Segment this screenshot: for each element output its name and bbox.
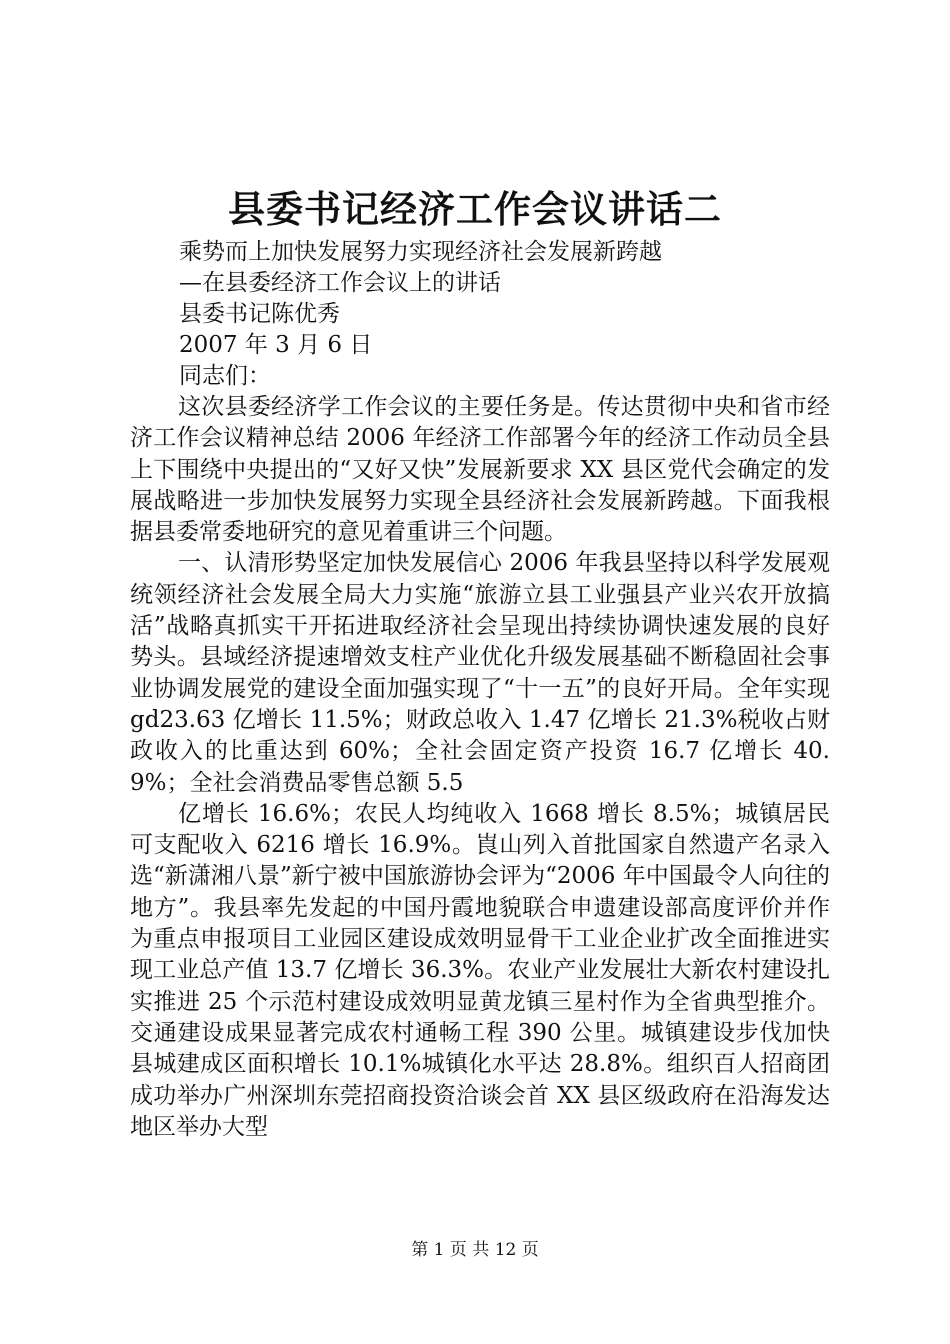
speaker-name: 县委书记陈优秀	[179, 301, 340, 327]
body-paragraph: 一、认清形势坚定加快发展信心 2006 年我县坚持以科学发展观统领经济社会发展全局大力实施“旅游立县工业强县产业兴农开放搞活”战略真抓实干开拓进取经济社会呈现出持续协调快速发展的良好势头。县域经济提速增效支柱产业优化升级发展基础不断稳固社会事业协调发展党的建设全面加强实现了“十一五”的良好开局。全年实现 gd23.63 亿增长 11.5%；财政总收入 1.47 亿增长 21.3%税收占财政收入的比重达到 60%；全社会固定资产投资 16.7 亿增长 40.9%；全社会消费品零售总额 5.5	[130, 550, 830, 796]
body-paragraph: 亿增长 16.6%；农民人均纯收入 1668 增长 8.5%；城镇居民可支配收入 6216 增长 16.9%。崀山列入首批国家自然遗产名录入选“新潇湘八景”新宁被中国旅游协会评为“2006 年中国最令人向往的地方”。我县率先发起的中国丹霞地貌联合申遗建设部高度评价并作为重点申报项目工业园区建设成效明显骨干工业企业扩改全面推进实现工业总产值 13.7 亿增长 36.3%。农业产业发展壮大新农村建设扎实推进 25 个示范村建设成效明显黄龙镇三星村作为全省典型推介。交通建设成果显著完成农村通畅工程 390 公里。城镇建设步伐加快县城建成区面积增长 10.1%城镇化水平达 28.8%。组织百人招商团成功举办广州深圳东莞招商投资洽谈会首 XX 县区级政府在沿海发达地区举办大型	[130, 800, 830, 1140]
body-paragraph: 这次县委经济学工作会议的主要任务是。传达贯彻中央和省市经济工作会议精神总结 2006 年经济工作部署今年的经济工作动员全县上下围绕中央提出的“又好又快”发展新要求 XX 县区党代会确定的发展战略进一步加快发展努力实现全县经济社会发展新跨越。下面我根据县委常委地研究的意见着重讲三个问题。	[130, 394, 830, 546]
speech-subtitle: 乘势而上加快发展努力实现经济社会发展新跨越	[179, 239, 662, 265]
page-number-footer: 第 1 页 共 12 页	[411, 1240, 539, 1260]
speech-date: 2007 年 3 月 6 日	[179, 332, 373, 358]
document-title: 县委书记经济工作会议讲话二	[228, 187, 722, 231]
document-body	[130, 392, 830, 1143]
speech-occasion: —在县委经济工作会议上的讲话	[179, 270, 501, 296]
salutation: 同志们：	[179, 363, 271, 389]
